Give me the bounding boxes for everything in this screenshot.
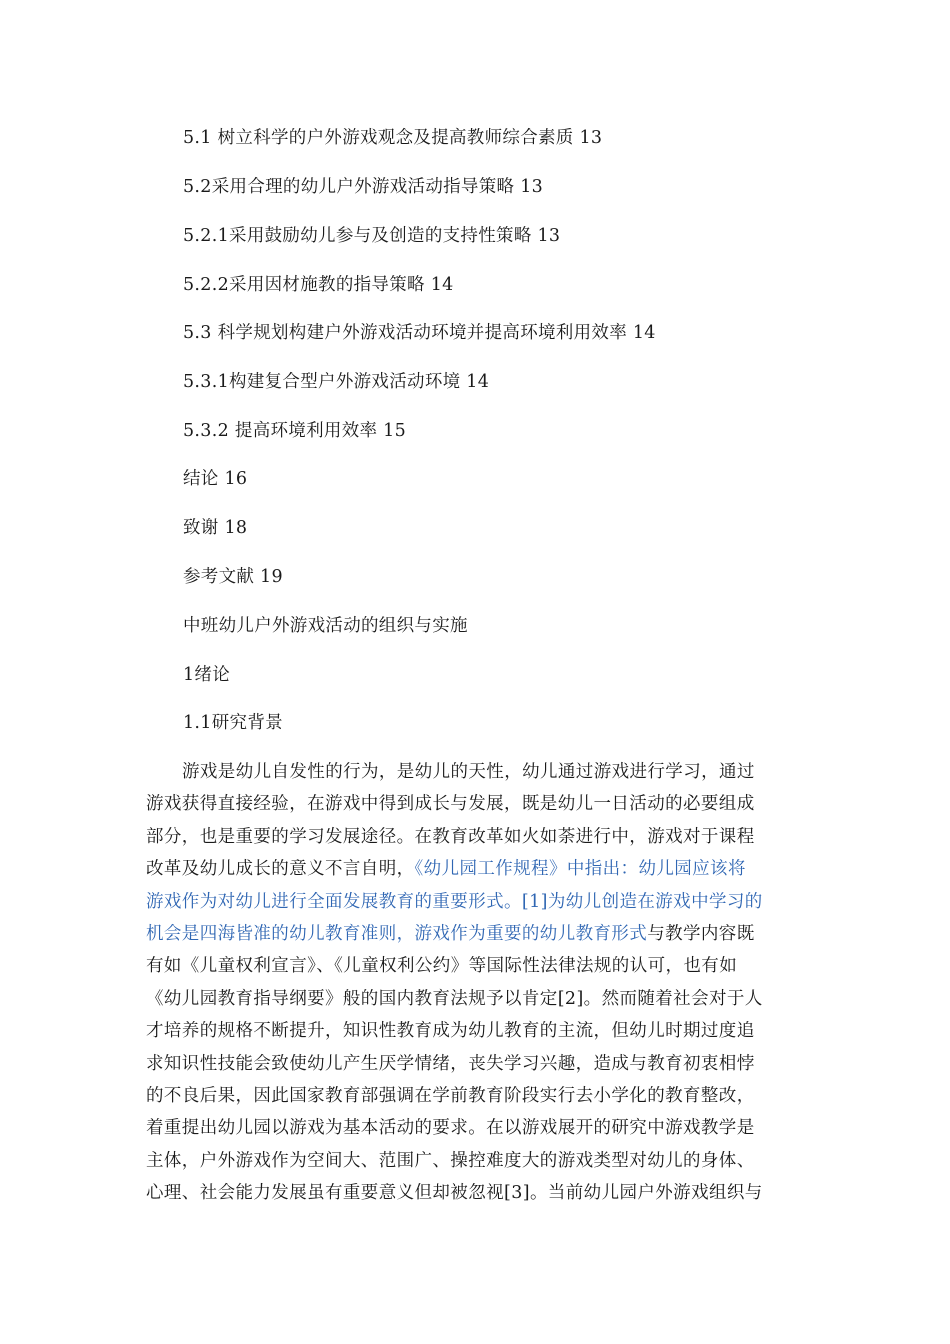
paragraph-line: 部分，也是重要的学习发展途径。在教育改革如火如荼进行中，游戏对于课程 bbox=[146, 826, 755, 847]
paragraph-line: 游戏是幼儿自发性的行为，是幼儿的天性，幼儿通过游戏进行学习，通过 bbox=[182, 762, 755, 782]
toc-entry: 5.3 科学规划构建户外游戏活动环境并提高环境利用效率 14 bbox=[183, 323, 656, 343]
toc-entry: 参考文献 19 bbox=[183, 567, 283, 587]
toc-entry: 5.1 树立科学的户外游戏观念及提高教师综合素质 13 bbox=[183, 128, 603, 148]
citation-link[interactable]: 游戏作为对幼儿进行全面发展教育的重要形式。[1]为幼儿创造在游戏中学习的 bbox=[146, 891, 763, 912]
paragraph-text: 与教学内容既 bbox=[647, 923, 755, 944]
toc-entry: 5.3.1构建复合型户外游戏活动环境 14 bbox=[183, 372, 490, 392]
toc-entry: 结论 16 bbox=[183, 469, 248, 489]
citation-link[interactable]: 机会是四海皆准的幼儿教育准则，游戏作为重要的幼儿教育形式 bbox=[146, 923, 648, 944]
paragraph-line: 《幼儿园教育指导纲要》般的国内教育法规予以肯定[2]。然而随着社会对于人 bbox=[146, 988, 763, 1009]
document-title: 中班幼儿户外游戏活动的组织与实施 bbox=[183, 616, 468, 636]
paragraph-line bbox=[146, 918, 808, 950]
toc-entry: 致谢 18 bbox=[183, 518, 248, 538]
toc-entry: 5.2.1采用鼓励幼儿参与及创造的支持性策略 13 bbox=[183, 226, 561, 246]
body-paragraph bbox=[146, 756, 808, 1209]
paragraph-line: 有如《儿童权利宣言》、《儿童权利公约》等国际性法律法规的认可，也有如 bbox=[146, 956, 738, 977]
paragraph-line bbox=[146, 886, 808, 918]
section-heading: 1.1研究背景 bbox=[183, 713, 283, 733]
chapter-heading: 1绪论 bbox=[183, 665, 231, 685]
citation-link[interactable]: 《幼儿园工作规程》中指出：幼儿园应该将 bbox=[414, 859, 746, 880]
paragraph-line: 游戏获得直接经验，在游戏中得到成长与发展，既是幼儿一日活动的必要组成 bbox=[146, 794, 755, 815]
paragraph-line: 的不良后果，因此国家教育部强调在学前教育阶段实行去小学化的教育整改， bbox=[146, 1085, 755, 1106]
paragraph-line: 才培养的规格不断提升，知识性教育成为幼儿教育的主流，但幼儿时期过度追 bbox=[146, 1021, 755, 1042]
paragraph-text: 改革及幼儿成长的意义不言自明， bbox=[146, 859, 415, 880]
toc-entry: 5.2采用合理的幼儿户外游戏活动指导策略 13 bbox=[183, 177, 544, 197]
paragraph-line: 求知识性技能会致使幼儿产生厌学情绪，丧失学习兴趣，造成与教育初衷相悖 bbox=[146, 1053, 755, 1074]
paragraph-line: 主体，户外游戏作为空间大、范围广、操控难度大的游戏类型对幼儿的身体、 bbox=[146, 1150, 755, 1171]
toc-entry: 5.3.2 提高环境利用效率 15 bbox=[183, 421, 407, 441]
paragraph-line: 着重提出幼儿园以游戏为基本活动的要求。在以游戏展开的研究中游戏教学是 bbox=[146, 1118, 755, 1139]
toc-entry: 5.2.2采用因材施教的指导策略 14 bbox=[183, 275, 454, 295]
paragraph-line: 心理、社会能力发展虽有重要意义但却被忽视[3]。当前幼儿园户外游戏组织与 bbox=[146, 1183, 763, 1204]
paragraph-line bbox=[146, 853, 808, 885]
